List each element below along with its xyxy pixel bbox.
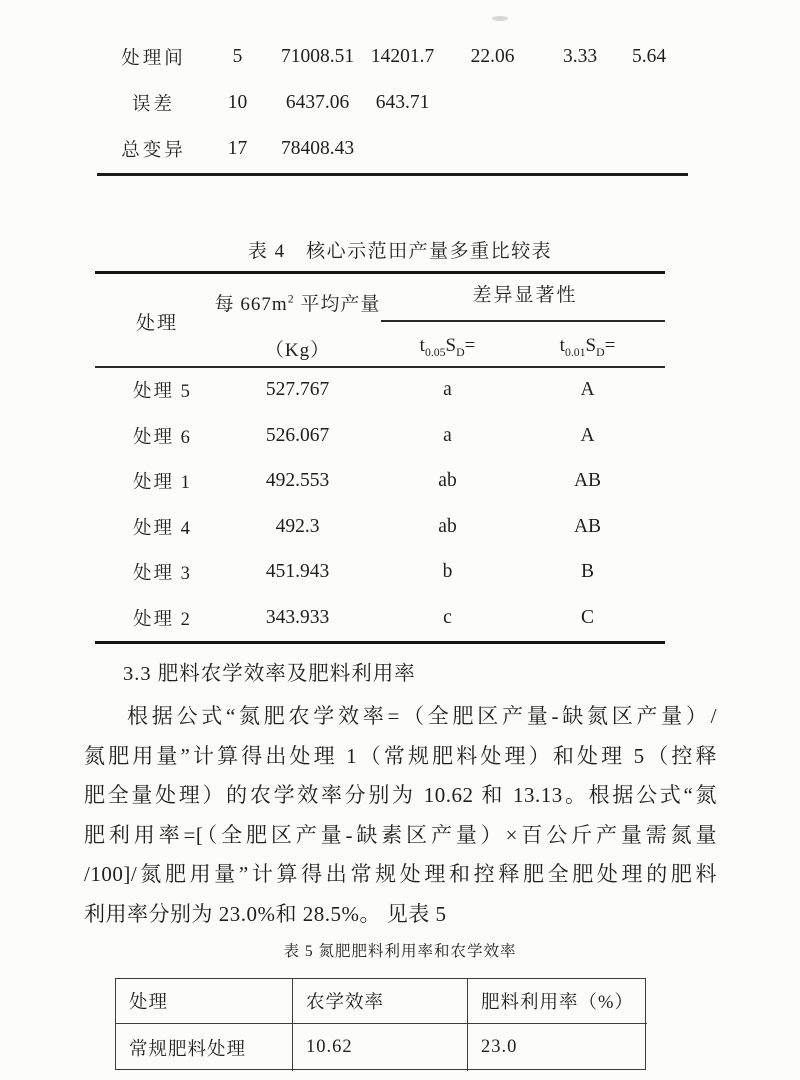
paragraph-line: 根据公式“氮肥农学效率=（全肥区产量-缺氮区产量）/ (127, 704, 717, 728)
table-cell-sig05: ab (438, 515, 457, 537)
table4-header-t001 (510, 335, 665, 360)
table4-significance-rule (381, 320, 665, 322)
table-cell-sig01: A (580, 379, 595, 401)
table-cell-value: 492.3 (275, 515, 320, 537)
table5-caption: 表 5 氮肥肥料利用率和农学效率 (283, 943, 517, 960)
anova-row-label: 处理间 (121, 49, 186, 69)
anova-row-label: 总变异 (121, 141, 186, 161)
table-row-label: 处理 1 (133, 473, 192, 494)
table4-body (95, 368, 665, 641)
equals-sign: = (604, 335, 616, 356)
yield-text: 每 667m (214, 294, 288, 315)
table-cell-sig05: c (443, 606, 452, 628)
section-heading: 3.3 肥料农学效率及肥料利用率 (123, 663, 416, 685)
s-symbol: S (445, 335, 457, 356)
table-cell-sig01: A (580, 424, 595, 446)
table-row-label: 处理 6 (133, 427, 192, 448)
table-cell-sig01: C (580, 606, 594, 628)
table-row-label: 处理 5 (133, 382, 192, 403)
t-subscript: 0.05 (424, 345, 446, 359)
anova-f05: 3.33 (562, 46, 598, 67)
scan-artifact (492, 16, 508, 21)
table-cell-value: 527.767 (265, 379, 330, 401)
anova-df: 17 (227, 138, 248, 159)
table4-header-treatment: 处理 (136, 313, 179, 334)
table-cell-sig05: ab (438, 470, 457, 492)
table-cell-value: 451.943 (265, 561, 330, 583)
table5-cell-treatment: 常规肥料处理 (116, 1023, 292, 1071)
anova-ms: 14201.7 (370, 46, 435, 67)
table5-header-utilization: 肥料利用率（%） (467, 979, 647, 1023)
table4-header-t005 (385, 335, 510, 360)
table-cell-value: 526.067 (265, 424, 330, 446)
table5-header-efficiency: 农学效率 (292, 979, 467, 1023)
t-symbol: t (419, 335, 425, 356)
table-row-label: 处理 3 (133, 564, 192, 585)
yield-superscript: 2 (287, 292, 295, 306)
table4-header-significance: 差异显著性 (472, 285, 578, 306)
table4 (95, 271, 665, 644)
paragraph-line: 肥利用率=[（全肥区产量-缺素区产量）×百公斤产量需氮量 (84, 822, 717, 847)
anova-row-label: 误差 (131, 95, 175, 115)
anova-ss: 6437.06 (285, 92, 350, 113)
paragraph-line: 肥全量处理）的农学效率分别为 10.62 和 13.13。根据公式“氮 (84, 783, 717, 807)
anova-ms: 643.71 (375, 92, 430, 113)
anova-ss: 78408.43 (280, 138, 355, 159)
paragraph-line: 利用率分别为 23.0%和 28.5%。 见表 5 (84, 901, 447, 926)
s-subscript: D (456, 345, 465, 359)
table-cell-sig05: b (442, 561, 453, 583)
table4-bottom-rule (95, 641, 665, 644)
anova-f: 22.06 (470, 46, 515, 67)
table4-caption: 表 4 核心示范田产量多重比较表 (247, 241, 553, 262)
table-bottom-rule (97, 173, 688, 176)
table-cell-sig05: a (443, 379, 452, 401)
table4-header-yield (210, 289, 385, 316)
anova-ss: 71008.51 (280, 46, 355, 67)
anova-table (97, 34, 688, 172)
table5-header-treatment: 处理 (129, 993, 169, 1013)
equals-sign: = (464, 335, 476, 356)
table-row-label: 处理 2 (133, 609, 192, 630)
anova-f01: 5.64 (631, 46, 667, 67)
t-symbol: t (559, 335, 565, 356)
t-subscript: 0.01 (564, 345, 586, 359)
table-row-label: 处理 4 (133, 518, 192, 539)
table-cell-value: 343.933 (265, 606, 330, 628)
table5-cell-utilization: 23.0 (467, 1023, 647, 1071)
s-symbol: S (585, 335, 597, 356)
paragraph-line: /100]/氮肥用量”计算得出常规处理和控释肥全肥处理的肥料 (84, 862, 717, 886)
table5-cell-efficiency: 10.62 (292, 1023, 467, 1071)
table4-header (95, 274, 665, 366)
paragraph-line: 氮肥用量”计算得出处理 1（常规肥料处理）和处理 5（控释 (84, 743, 717, 768)
s-subscript: D (596, 345, 605, 359)
body-paragraph (84, 697, 717, 934)
table-cell-value: 492.553 (265, 470, 330, 492)
anova-df: 5 (232, 46, 243, 67)
table4-header-unit: （Kg） (264, 340, 331, 361)
table-cell-sig05: a (443, 424, 452, 446)
table5 (115, 978, 646, 1070)
table-cell-sig01: AB (573, 470, 602, 492)
table-cell-sig01: B (580, 561, 594, 583)
table-cell-sig01: AB (573, 515, 602, 537)
anova-df: 10 (227, 92, 248, 113)
yield-text-2: 平均产量 (294, 294, 381, 315)
